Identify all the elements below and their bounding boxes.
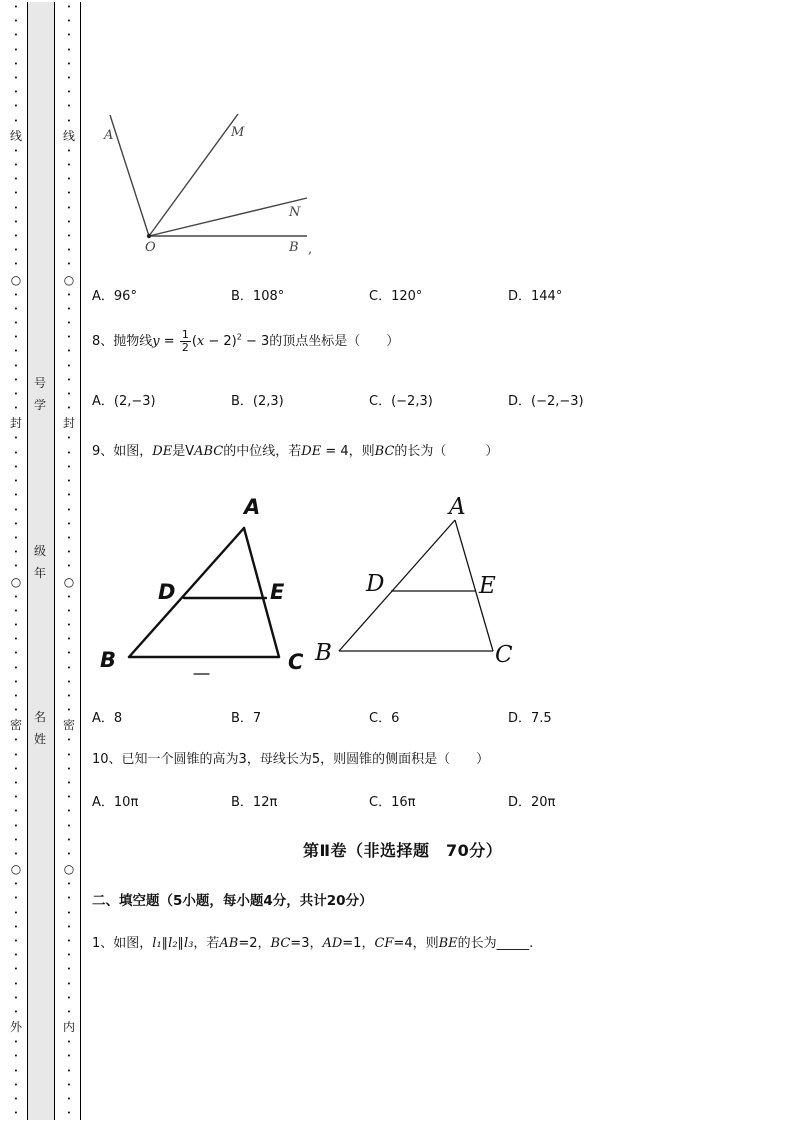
cut-line-dot: • (66, 102, 72, 111)
cut-line-dot: • (13, 59, 19, 68)
cut-line-dot: • (66, 390, 72, 399)
cut-line-dot: • (66, 922, 72, 931)
cut-line-dot: • (66, 361, 72, 370)
q9-option-b[interactable]: B．7 (231, 711, 262, 726)
cut-line-dot: • (66, 434, 72, 443)
cut-line-dot: • (66, 951, 72, 960)
cut-line-dot: • (66, 894, 72, 903)
q10-option-d[interactable]: D．20π (508, 795, 556, 810)
cut-line-dot: • (13, 951, 19, 960)
cut-line-dot: • (66, 3, 72, 11)
cut-line-dot: • (13, 434, 19, 443)
cut-line-dot: • (66, 663, 72, 672)
cut-line-dot: • (13, 333, 19, 342)
cut-line-dot: • (66, 649, 72, 658)
cut-line-dot: • (66, 849, 72, 858)
cut-line-dot: • (66, 1008, 72, 1016)
cut-line-dot: • (13, 347, 19, 356)
cut-line-dot: • (13, 1008, 19, 1016)
cut-line-dot: • (13, 505, 19, 514)
cut-line-dot: • (13, 649, 19, 658)
cut-line-dot: • (13, 31, 19, 40)
cut-line-dot: • (13, 203, 19, 212)
cut-line-dot: • (66, 31, 72, 40)
cut-line-dot: • (66, 404, 72, 413)
fig1-label-d: D (158, 580, 176, 604)
cut-line-dot: • (66, 290, 72, 299)
fig2-label-c: C (495, 642, 513, 668)
label-b: B (289, 240, 299, 255)
cut-line-dot: • (66, 477, 72, 486)
cut-line-dot: • (13, 736, 19, 745)
cut-line-dot: • (13, 691, 19, 700)
cut-line-dot: • (66, 519, 72, 528)
cut-line-label: 线 (63, 128, 76, 143)
cut-line-dot: • (13, 361, 19, 370)
cut-line-dot: • (66, 146, 72, 155)
cut-line-dot: • (13, 161, 19, 170)
cut-line-dot: • (66, 635, 72, 644)
cut-line-dot: • (66, 592, 72, 601)
q8-stem: 8、抛物线y = $\frac{1}{2}$ $(x - 2)^2 - 3$的顶点坐标是（ ） (92, 328, 400, 354)
cut-line-dot: • (66, 750, 72, 759)
cut-line-dot: • (66, 260, 72, 269)
cut-line-dot: • (66, 304, 72, 313)
cut-line-dot: • (13, 74, 19, 83)
q8-option-b[interactable]: B．(2,3) (231, 394, 284, 409)
cut-line-dot: • (13, 677, 19, 686)
cut-line-dot: • (66, 319, 72, 328)
cut-line-dot: • (66, 1095, 72, 1104)
cut-line-dot: • (13, 232, 19, 241)
fig1-label-b: B (100, 648, 117, 672)
cut-line-dot: • (13, 146, 19, 155)
cut-line-dot: • (66, 17, 72, 26)
fig2-label-a: A (449, 494, 466, 520)
q8-option-d[interactable]: D．(−2,−3) (508, 394, 584, 409)
cut-line-dot: • (66, 189, 72, 198)
q8-option-c[interactable]: C．(−2,3) (369, 394, 433, 409)
cut-line-dot: • (66, 491, 72, 500)
cut-line-dot: • (13, 491, 19, 500)
cut-line-dot: • (66, 74, 72, 83)
label-o: O (145, 240, 156, 255)
cut-line-dot: • (13, 304, 19, 313)
label-comma: , (308, 242, 313, 257)
cut-line-dot: • (13, 3, 19, 11)
cut-line-dot: • (13, 979, 19, 988)
seal-circle: ○ (10, 272, 22, 287)
cut-line-dot: • (13, 1095, 19, 1104)
cut-line-dot: • (66, 232, 72, 241)
cut-line-dot: • (66, 807, 72, 816)
cut-line-dot: • (13, 807, 19, 816)
binding-margin (0, 0, 82, 1123)
cut-line-dot: • (13, 319, 19, 328)
cut-line-dot: • (66, 505, 72, 514)
cut-line-label: 封 (10, 416, 23, 431)
fig1-label-c: C (288, 650, 304, 674)
cut-line-dot: • (13, 936, 19, 945)
cut-line-dot: • (13, 764, 19, 773)
q9-option-a[interactable]: A．8 (92, 711, 123, 726)
fig1-label-a: A (244, 495, 261, 519)
q8-option-a[interactable]: A．(2,−3) (92, 394, 156, 409)
fill-in-section-heading: 二、填空题（5小题，每小题4分，共计20分） (92, 893, 373, 909)
cut-line-dot: • (66, 347, 72, 356)
cut-line-dot: • (13, 620, 19, 629)
cut-line-dot: • (13, 175, 19, 184)
cut-line-label: 外 (10, 1020, 23, 1035)
q9-option-c[interactable]: C．6 (369, 711, 400, 726)
margin-rule (54, 2, 55, 1120)
q7-option-d[interactable]: D．144° (508, 289, 563, 304)
cut-line-dot: • (13, 1052, 19, 1061)
cut-line-dot: • (13, 880, 19, 889)
cut-line-dot: • (13, 778, 19, 787)
cut-line-dot: • (13, 1066, 19, 1075)
cut-line-dot: • (66, 562, 72, 571)
cut-line-dot: • (66, 677, 72, 686)
label-n: N (289, 205, 301, 220)
cut-line-label: 封 (63, 416, 76, 431)
cut-line-dot: • (13, 375, 19, 384)
cut-line-dot: • (66, 59, 72, 68)
cut-line-dot: • (66, 835, 72, 844)
cut-line-dot: • (66, 246, 72, 255)
cut-line-dot: • (13, 750, 19, 759)
cut-line-dot: • (66, 548, 72, 557)
cut-line-dot: • (13, 448, 19, 457)
seal-circle: ○ (63, 862, 75, 877)
cut-line-dot: • (66, 979, 72, 988)
cut-line-dot: • (13, 519, 19, 528)
cut-line-dot: • (66, 88, 72, 97)
cut-line-dot: • (66, 203, 72, 212)
q10-option-c[interactable]: C．16π (369, 795, 416, 810)
q7-option-a[interactable]: A．96° (92, 289, 137, 304)
cut-line-dot: • (13, 706, 19, 715)
cut-line-label: 密 (10, 718, 23, 733)
cut-line-dot: • (13, 390, 19, 399)
name-label: 名 姓 (33, 710, 46, 746)
q7-angle-figure (96, 105, 326, 260)
cut-line-dot: • (13, 1038, 19, 1047)
cut-line-dot: • (13, 17, 19, 26)
cut-line-dot: • (66, 993, 72, 1002)
cut-line-dot: • (66, 764, 72, 773)
q9-triangle-figure-2 (312, 490, 527, 675)
q7-option-b[interactable]: B．108° (231, 289, 285, 304)
cut-line-label: 内 (63, 1020, 76, 1035)
q10-stem: 10、已知一个圆锥的高为3，母线长为5，则圆锥的侧面积是（ ） (92, 752, 490, 767)
fig1-label-e: E (270, 580, 285, 604)
cut-line-dot: • (13, 246, 19, 255)
cut-line-dot: • (66, 691, 72, 700)
cut-line-dot: • (13, 533, 19, 542)
cut-line-dot: • (66, 217, 72, 226)
cut-line-dot: • (66, 620, 72, 629)
cut-line-dot: • (13, 88, 19, 97)
cut-line-dot: • (13, 189, 19, 198)
cut-line-dot: • (13, 477, 19, 486)
cut-line-dot: • (13, 849, 19, 858)
cut-line-dot: • (66, 936, 72, 945)
cut-line-dot: • (13, 635, 19, 644)
cut-line-dot: • (66, 1066, 72, 1075)
cut-line-dot: • (13, 562, 19, 571)
cut-line-dot: • (66, 1052, 72, 1061)
grade-label: 级 年 (33, 544, 46, 580)
fig2-label-d: D (366, 571, 385, 597)
seal-circle: ○ (10, 862, 22, 877)
cut-line-dot: • (13, 592, 19, 601)
cut-line-dot: • (13, 894, 19, 903)
cut-line-dot: • (13, 548, 19, 557)
cut-line-dot: • (13, 993, 19, 1002)
q10-option-b[interactable]: B．12π (231, 795, 278, 810)
cut-line-dot: • (66, 116, 72, 125)
dotted-cut-line-outer (10, 0, 22, 1120)
cut-line-dot: • (13, 217, 19, 226)
cut-line-dot: • (13, 404, 19, 413)
label-m: M (231, 125, 245, 140)
q9-option-d[interactable]: D．7.5 (508, 711, 552, 726)
cut-line-dot: • (13, 1109, 19, 1118)
cut-line-dot: • (66, 462, 72, 471)
cut-line-dot: • (66, 821, 72, 830)
cut-line-dot: • (66, 1038, 72, 1047)
q10-option-a[interactable]: A．10π (92, 795, 139, 810)
cut-line-dot: • (66, 778, 72, 787)
cut-line-dot: • (66, 793, 72, 802)
seal-circle: ○ (63, 272, 75, 287)
cut-line-dot: • (66, 448, 72, 457)
cut-line-label: 密 (63, 718, 76, 733)
cut-line-dot: • (13, 922, 19, 931)
q9-triangle-figure-1 (96, 492, 316, 684)
cut-line-dot: • (66, 880, 72, 889)
cut-line-dot: • (13, 965, 19, 974)
fill-q1-stem: 1、如图，l₁∥l₂∥l₃，若AB=2，BC=3，AD=1，CF=4，则BE的长为_____. (92, 936, 534, 951)
cut-line-dot: • (66, 333, 72, 342)
cut-line-dot: • (13, 260, 19, 269)
cut-line-dot: • (13, 835, 19, 844)
cut-line-dot: • (66, 161, 72, 170)
label-a: A (104, 128, 114, 143)
cut-line-dot: • (13, 606, 19, 615)
cut-line-dot: • (13, 290, 19, 299)
section-2-title: 第Ⅱ卷（非选择题 70分） (303, 841, 503, 860)
cut-line-dot: • (13, 45, 19, 54)
student-id-label: 号 学 (33, 376, 46, 412)
cut-line-dot: • (66, 175, 72, 184)
cut-line-dot: • (66, 736, 72, 745)
fig2-label-e: E (479, 573, 496, 599)
cut-line-dot: • (66, 706, 72, 715)
cut-line-dot: • (66, 908, 72, 917)
cut-line-dot: • (13, 908, 19, 917)
cut-line-label: 线 (10, 128, 23, 143)
fraction-half: $\frac{1}{2}$ (181, 328, 189, 354)
cut-line-dot: • (66, 606, 72, 615)
seal-circle: ○ (63, 574, 75, 589)
cut-line-dot: • (66, 375, 72, 384)
fig2-label-b: B (315, 640, 332, 666)
cut-line-dot: • (66, 1109, 72, 1118)
cut-line-dot: • (13, 102, 19, 111)
dotted-cut-line-inner (63, 0, 75, 1120)
cut-line-dot: • (13, 663, 19, 672)
cut-line-dot: • (13, 793, 19, 802)
q9-stem: 9、如图，DE是VABC的中位线，若DE = 4，则BC的长为（ ） (92, 444, 499, 459)
cut-line-dot: • (13, 116, 19, 125)
cut-line-dot: • (13, 821, 19, 830)
cut-line-dot: • (13, 462, 19, 471)
margin-rule-right (80, 2, 81, 1120)
seal-circle: ○ (10, 574, 22, 589)
cut-line-dot: • (66, 965, 72, 974)
cut-line-dot: • (66, 533, 72, 542)
q7-option-c[interactable]: C．120° (369, 289, 423, 304)
cut-line-dot: • (66, 45, 72, 54)
cut-line-dot: • (13, 1080, 19, 1089)
cut-line-dot: • (66, 1080, 72, 1089)
